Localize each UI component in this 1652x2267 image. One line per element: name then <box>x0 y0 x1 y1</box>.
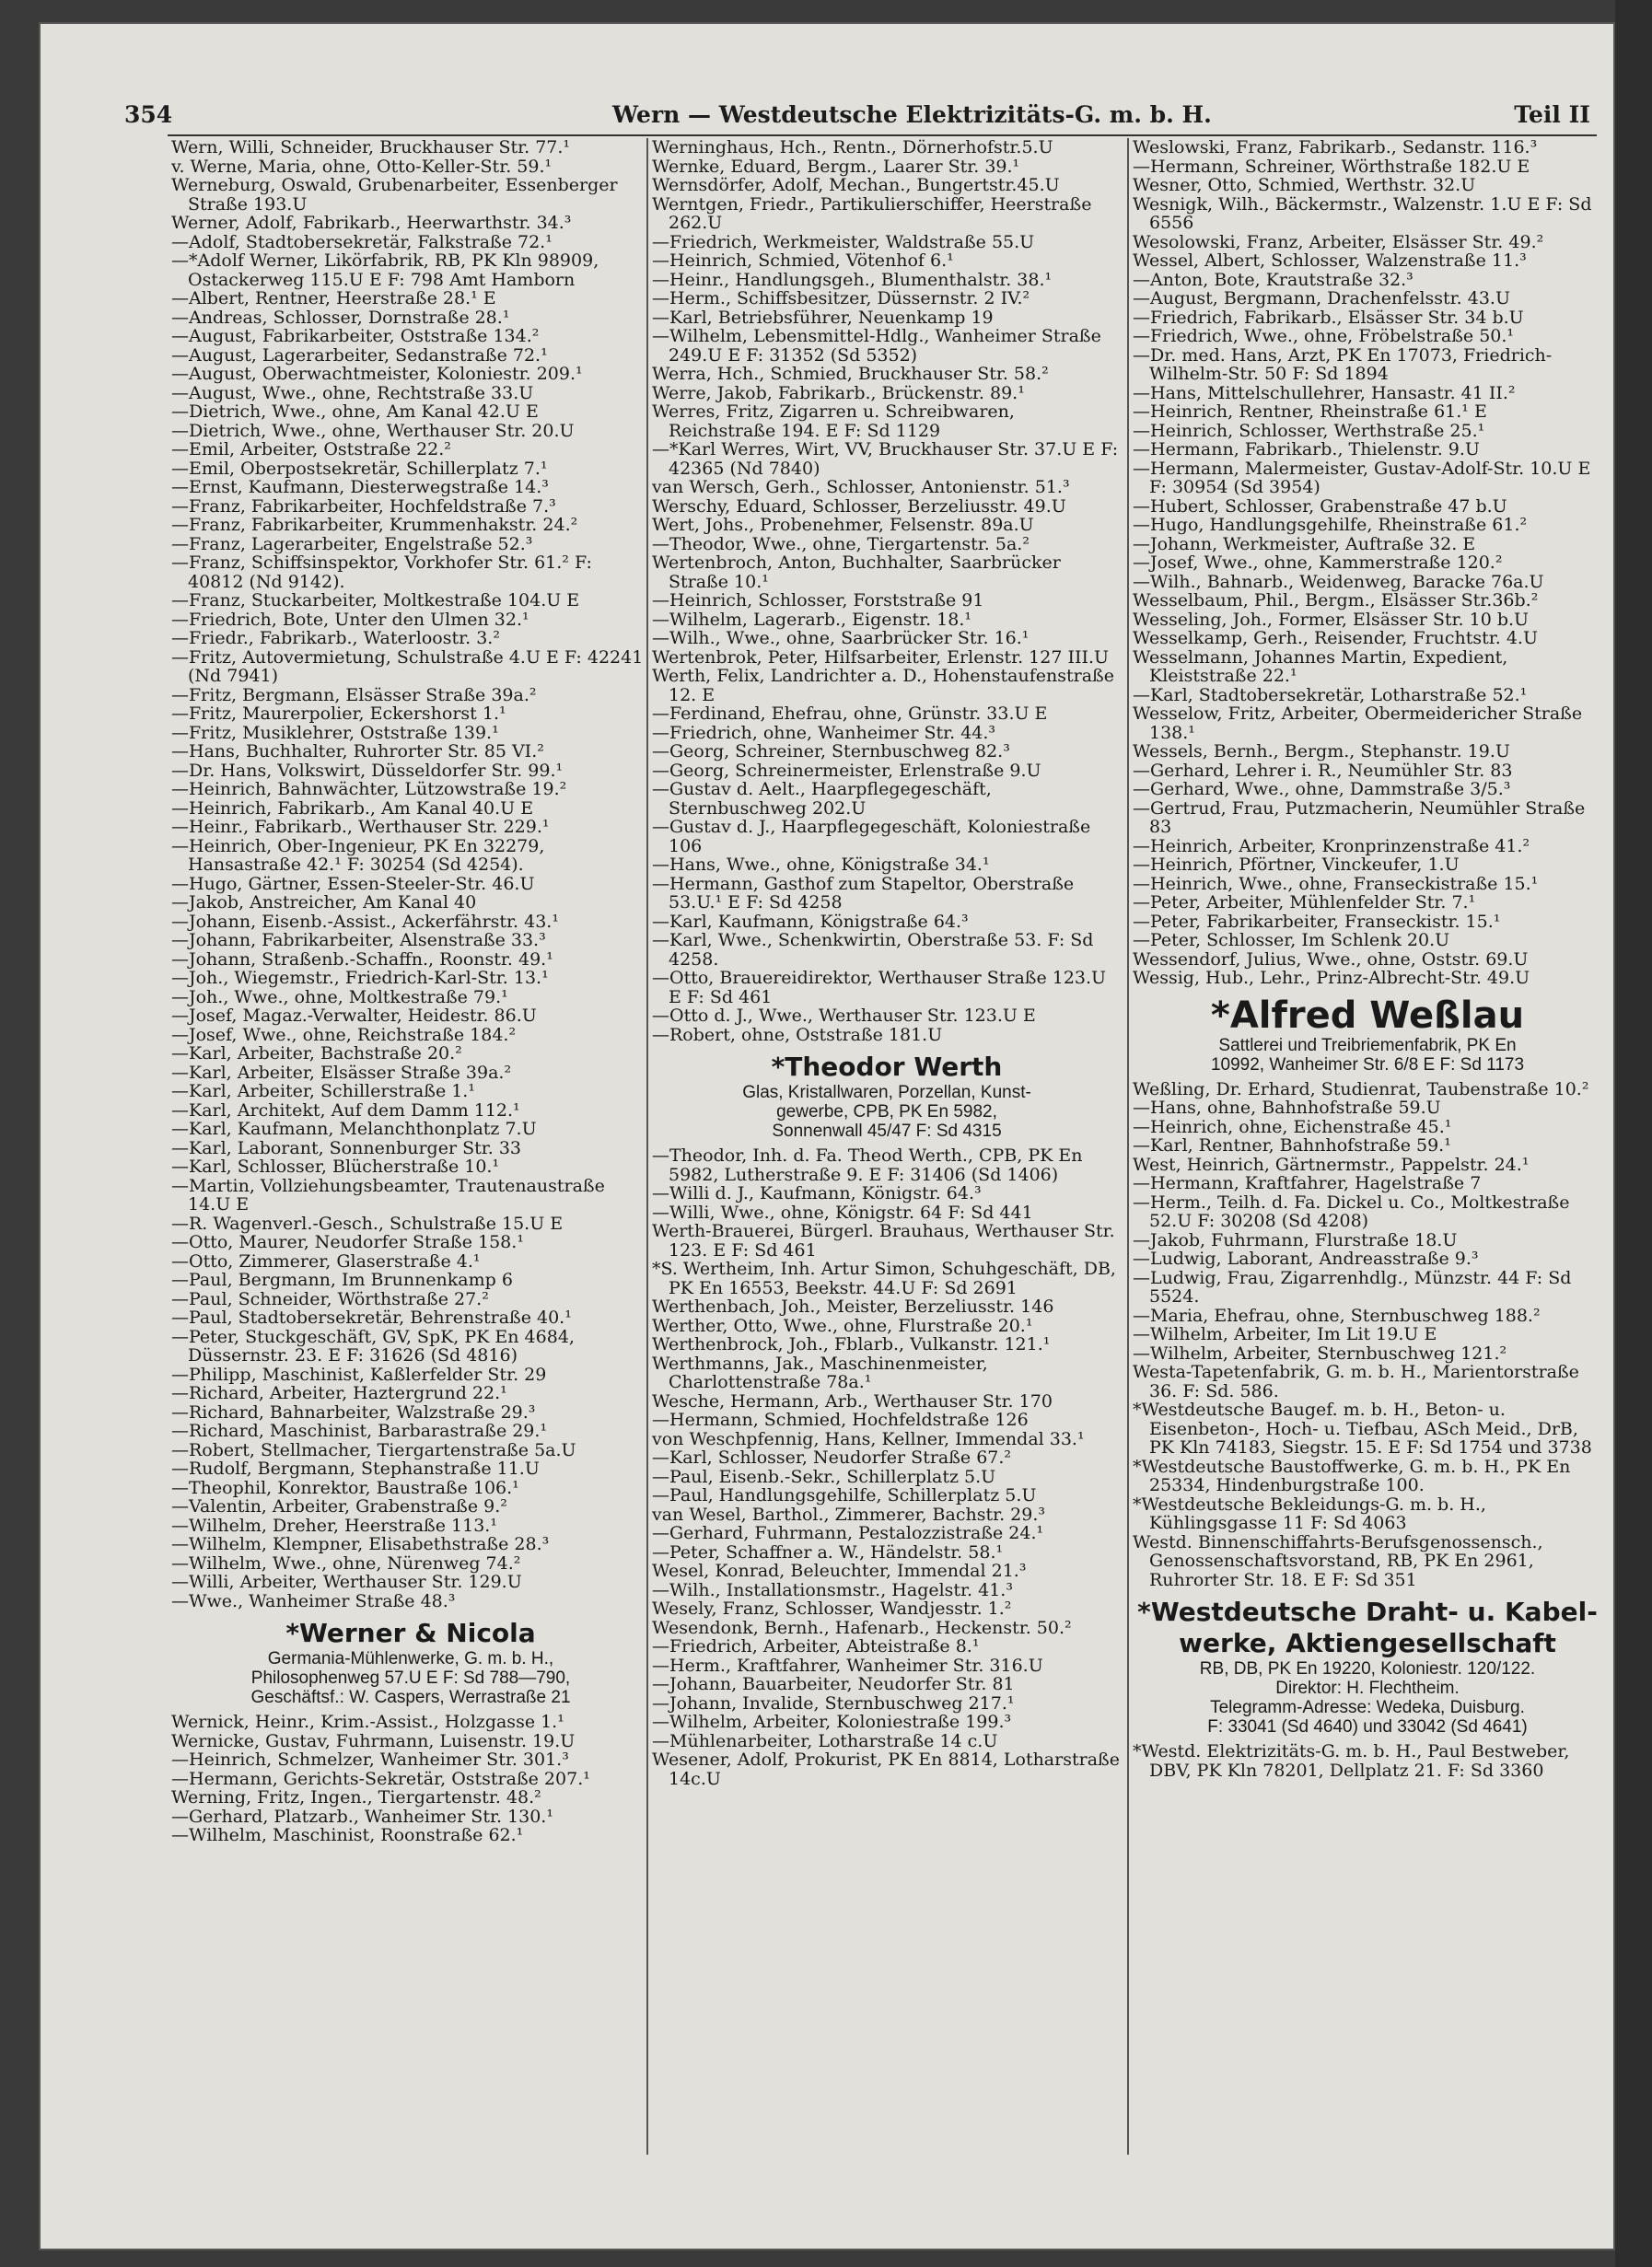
directory-entry: —Peter, Schlosser, Im Schlenk 20.U <box>1133 930 1450 950</box>
directory-entry: Werres, Fritz, Zigarren u. Schreibwaren, Reichstraße 194. E F: Sd 1129 <box>652 401 1015 441</box>
directory-entry: —Johann, Invalide, Sternbuschweg 217.¹ <box>652 1692 1015 1714</box>
directory-entry: —Johann, Straßenb.-Schaffn., Roonstr. 49.¹ <box>171 948 553 970</box>
directory-entry: —Fritz, Musiklehrer, Oststraße 139.¹ <box>171 722 499 743</box>
directory-entry: —Hermann, Schmied, Hochfeldstraße 126 <box>652 1410 1029 1430</box>
advertisement-line: RB, DB, PK En 19220, Koloniestr. 120/122. <box>1199 1659 1536 1679</box>
directory-entry: —Hans, Mittelschullehrer, Hansastr. 41 II.² <box>1133 382 1516 403</box>
directory-entry: —Hans, Buchhalter, Ruhrorter Str. 85 VI.² <box>171 741 544 761</box>
directory-entry: *Westdeutsche Bekleidungs-G. m. b. H., Kühlingsgasse 11 F: Sd 4063 <box>1133 1494 1486 1533</box>
directory-entry: —Otto, Maurer, Neudorfer Straße 158.¹ <box>171 1232 524 1252</box>
directory-entry: —Heinrich, Schlosser, Werthstraße 25.¹ <box>1133 420 1485 441</box>
advertisement-line: Direktor: H. Flechtheim. <box>1275 1679 1460 1698</box>
directory-entry: —Adolf, Stadtobersekretär, Falkstraße 72.¹ <box>171 231 553 252</box>
directory-entry: —Franz, Lagerarbeiter, Engelstraße 52.³ <box>171 533 533 554</box>
directory-entry: —Theodor, Inh. d. Fa. Theod Werth., CPB, PK En 5982, Lutherstraße 9. E F: 31406 (Sd 1406) <box>652 1145 1083 1185</box>
directory-entry: Wesner, Otto, Schmied, Werthstr. 32.U <box>1133 175 1476 195</box>
directory-entry: Werninghaus, Hch., Rentn., Dörnerhofstr.5.U <box>652 138 1053 157</box>
directory-entry: —Heinr., Fabrikarb., Werthauser Str. 229.¹ <box>171 817 550 837</box>
directory-entry: —Wilhelm, Dreher, Heerstraße 113.¹ <box>171 1515 497 1536</box>
directory-entry: Westa-Tapetenfabrik, G. m. b. H., Marientorstraße 36. F: Sd. 586. <box>1133 1362 1579 1401</box>
directory-entry: —Hermann, Fabrikarb., Thielenstr. 9.U <box>1133 439 1480 459</box>
directory-entry: —Hans, Wwe., ohne, Königstraße 34.¹ <box>652 854 990 875</box>
directory-entry: —Richard, Arbeiter, Haztergrund 22.¹ <box>171 1383 507 1403</box>
header-rule <box>168 134 1597 136</box>
directory-entry: —Rudolf, Bergmann, Stephanstraße 11.U <box>171 1459 540 1479</box>
directory-entry: —Ludwig, Frau, Zigarrenhdlg., Münzstr. 44 F: Sd 5524. <box>1133 1267 1572 1307</box>
directory-entry: Wesolowski, Franz, Arbeiter, Elsässer Str. 49.² <box>1133 231 1544 252</box>
advertisement-line: F: 33041 (Sd 4640) und 33042 (Sd 4641) <box>1207 1717 1528 1737</box>
directory-entry: —Johann, Bauarbeiter, Neudorfer Str. 81 <box>652 1674 1015 1694</box>
column-3 <box>1133 138 1602 2155</box>
directory-entry: —Andreas, Schlosser, Dornstraße 28.¹ <box>171 307 510 328</box>
directory-entry: —Valentin, Arbeiter, Grabenstraße 9.² <box>171 1496 507 1517</box>
directory-entry: —Wilhelm, Lebensmittel-Hdlg., Wanheimer Straße 249.U E F: 31352 (Sd 5352) <box>652 326 1101 366</box>
directory-entry: —Willi, Wwe., ohne, Königstr. 64 F: Sd 441 <box>652 1202 1033 1223</box>
directory-entry: —Paul, Handlungsgehilfe, Schillerplatz 5.U <box>652 1485 1037 1506</box>
directory-entry: —Georg, Schreinermeister, Erlenstraße 9.U <box>652 760 1041 781</box>
directory-entry: —Franz, Schiffsinspektor, Vorkhofer Str. 61.² F: 40812 (Nd 9142). <box>171 552 592 592</box>
advertisement-title: *Theodor Werth <box>771 1052 1003 1082</box>
directory-entry: —Johann, Fabrikarbeiter, Alsenstraße 33.³ <box>171 930 546 950</box>
directory-entry: —Wilhelm, Maschinist, Roonstraße 62.¹ <box>171 1825 524 1845</box>
directory-entry: —Paul, Stadtobersekretär, Behrenstraße 40.¹ <box>171 1308 572 1328</box>
advertisement-title: werke, Aktiengesellschaft <box>1179 1628 1556 1658</box>
directory-entry: —Richard, Bahnarbeiter, Walzstraße 29.³ <box>171 1401 536 1423</box>
directory-entry: —Gerhard, Lehrer i. R., Neumühler Str. 83 <box>1133 760 1513 781</box>
directory-entry: Wertenbroch, Anton, Buchhalter, Saarbrücker Straße 10.¹ <box>652 552 1061 592</box>
directory-entry: —Albert, Rentner, Heerstraße 28.¹ E <box>171 288 496 308</box>
directory-entry: Wessig, Hub., Lehr., Prinz-Albrecht-Str. 49.U <box>1133 968 1530 988</box>
advertisement-line: Germania-Mühlenwerke, G. m. b. H., <box>267 1649 554 1668</box>
directory-entry: Wern, Willi, Schneider, Bruckhauser Str. 77.¹ <box>171 138 571 157</box>
directory-entry: —August, Wwe., ohne, Rechtstraße 33.U <box>171 382 534 403</box>
directory-entry: —Wilhelm, Wwe., ohne, Nürenweg 74.² <box>171 1552 521 1574</box>
directory-entry: West, Heinrich, Gärtnermstr., Pappelstr. 24.¹ <box>1133 1154 1530 1175</box>
directory-entry: —Franz, Stuckarbeiter, Moltkestraße 104.U E <box>171 590 580 610</box>
directory-entry: Wernsdörfer, Adolf, Mechan., Bungertstr.45.U <box>652 175 1060 195</box>
directory-entry: —Robert, ohne, Oststraße 181.U <box>652 1024 943 1045</box>
directory-entry: —Heinrich, Fabrikarb., Am Kanal 40.U E <box>171 797 534 819</box>
directory-entry: Wesselmann, Johannes Martin, Expedient, Kleiststraße 22.¹ <box>1133 646 1508 686</box>
advertisement-line: Sattlerei und Treibriemenfabrik, PK En <box>1218 1035 1517 1055</box>
directory-entry: *Westdeutsche Baugef. m. b. H., Beton- u. Eisenbeton-, Hoch- u. Tiefbau, ASch Meid., DrB, PK Kln 74183, Siegstr. 15. E F: Sd 1754 und 3738 <box>1133 1400 1592 1458</box>
advertisement-box <box>171 1618 650 1707</box>
directory-entry: —Karl, Wwe., Schenkwirtin, Oberstraße 53. F: Sd 4258. <box>652 930 1094 970</box>
advertisement-title: *Alfred Weßlau <box>1210 994 1525 1037</box>
directory-entry: —Jakob, Anstreicher, Am Kanal 40 <box>171 892 477 913</box>
directory-entry: —Karl, Arbeiter, Schillerstraße 1.¹ <box>171 1081 475 1101</box>
directory-entry: —Karl, Kaufmann, Melanchthonplatz 7.U <box>171 1119 537 1139</box>
directory-entry: —Josef, Wwe., ohne, Reichstraße 184.² <box>171 1024 517 1045</box>
directory-entry: van Wersch, Gerh., Schlosser, Antonienstr. 51.³ <box>652 477 1070 497</box>
running-title: Wern — Westdeutsche Elektrizitäts-G. m. b. H. <box>612 101 1212 128</box>
advertisement-box <box>1133 1597 1602 1737</box>
directory-entry: —Willi, Arbeiter, Werthauser Str. 129.U <box>171 1572 522 1592</box>
directory-entry: —Friedrich, Wwe., ohne, Fröbelstraße 50.¹ <box>1133 326 1515 346</box>
directory-entry: —Heinrich, Schmied, Vötenhof 6.¹ <box>652 250 954 271</box>
directory-entry: —Peter, Stuckgeschäft, GV, SpK, PK En 4684, Düssernstr. 23. E F: 31626 (Sd 4816) <box>171 1326 575 1366</box>
directory-entry: Werra, Hch., Schmied, Bruckhauser Str. 58.² <box>652 364 1049 384</box>
directory-entry: v. Werne, Maria, ohne, Otto-Keller-Str. 59.¹ <box>171 156 553 177</box>
directory-entry: —Hubert, Schlosser, Grabenstraße 47 b.U <box>1133 495 1507 517</box>
directory-entry: —Peter, Schaffner a. W., Händelstr. 58.¹ <box>652 1541 1004 1563</box>
column-2 <box>652 138 1122 2155</box>
directory-entry: —Otto d. J., Wwe., Werthauser Str. 123.U E <box>652 1006 1036 1026</box>
directory-entry: —Gerhard, Platzarb., Wanheimer Str. 130.¹ <box>171 1806 553 1827</box>
directory-entry: —Johann, Eisenb.-Assist., Ackerfährstr. 43.¹ <box>171 911 559 932</box>
directory-entry: —Dietrich, Wwe., ohne, Werthauser Str. 20.U <box>171 420 575 441</box>
advertisement-box <box>652 1052 1122 1141</box>
directory-entry: —Gerhard, Wwe., ohne, Dammstraße 3/5.³ <box>1133 779 1511 799</box>
directory-entry: —Anton, Bote, Krautstraße 32.³ <box>1133 269 1414 290</box>
directory-entry: Wessendorf, Julius, Wwe., ohne, Oststr. 69.U <box>1133 948 1529 970</box>
directory-entry: —Paul, Eisenb.-Sekr., Schillerplatz 5.U <box>652 1466 996 1487</box>
directory-entry: Wesselkamp, Gerh., Reisender, Fruchtstr. 4.U <box>1133 628 1538 648</box>
column-1 <box>171 138 650 2155</box>
advertisement-line: Glas, Kristallwaren, Porzellan, Kunst- <box>742 1083 1031 1102</box>
directory-entry: —Ludwig, Laborant, Andreasstraße 9.³ <box>1133 1249 1479 1269</box>
directory-entry: Werner, Adolf, Fabrikarb., Heerwarthstr. 34.³ <box>171 213 572 233</box>
directory-entry: Weßling, Dr. Erhard, Studienrat, Taubenstraße 10.² <box>1133 1078 1589 1099</box>
directory-entry: —Ferdinand, Ehefrau, ohne, Grünstr. 33.U E <box>652 703 1048 724</box>
directory-entry: —Gustav d. J., Haarpflegegeschäft, Koloniestraße 106 <box>652 817 1091 856</box>
directory-entry: —Joh., Wwe., ohne, Moltkestraße 79.¹ <box>171 986 508 1007</box>
directory-entry: Wesnigk, Wilh., Bäckermstr., Walzenstr. 1.U E F: Sd 6556 <box>1133 193 1592 233</box>
directory-entry: Werntgen, Friedr., Partikulierschiffer, Heerstraße 262.U <box>652 193 1092 233</box>
directory-entry: —Otto, Brauereidirektor, Werthauser Straße 123.U E F: Sd 461 <box>652 968 1107 1007</box>
directory-entry: —*Adolf Werner, Likörfabrik, RB, PK Kln 98909, Ostackerweg 115.U E F: 798 Amt Hamborn <box>171 250 599 290</box>
directory-entry: Wernick, Heinr., Krim.-Assist., Holzgasse 1.¹ <box>171 1712 564 1732</box>
directory-entry: —Herm., Teilh. d. Fa. Dickel u. Co., Moltkestraße 52.U F: 30208 (Sd 4208) <box>1133 1192 1570 1231</box>
directory-entry: —Peter, Arbeiter, Mühlenfelder Str. 7.¹ <box>1133 892 1476 913</box>
directory-entry: —Paul, Bergmann, Im Brunnenkamp 6 <box>171 1270 513 1290</box>
directory-entry: —Hermann, Gerichts-Sekretär, Oststraße 207.¹ <box>171 1768 590 1789</box>
directory-entry: —Karl, Arbeiter, Elsässer Straße 39a.² <box>171 1062 512 1083</box>
directory-entry: —Hermann, Malermeister, Gustav-Adolf-Str. 10.U E F: 30954 (Sd 3954) <box>1133 458 1591 497</box>
directory-entry: Wessels, Bernh., Bergm., Stephanstr. 19.U <box>1133 741 1510 761</box>
directory-entry: Wesseling, Joh., Former, Elsässer Str. 10 b.U <box>1133 609 1530 630</box>
directory-entry: —Dr. Hans, Volkswirt, Düsseldorfer Str. 99.¹ <box>171 760 564 781</box>
directory-entry: —Wilh., Installationsmstr., Hagelstr. 41.³ <box>652 1579 1013 1600</box>
directory-entry: —Jakob, Fuhrmann, Flurstraße 18.U <box>1133 1229 1458 1250</box>
advertisement-title: *Werner & Nicola <box>285 1618 536 1648</box>
directory-entry: Werthenbrock, Joh., Fblarb., Vulkanstr. 121.¹ <box>652 1334 1051 1354</box>
directory-entry: —*Karl Werres, Wirt, VV, Bruckhauser Str. 37.U E F: 42365 (Nd 7840) <box>652 439 1119 479</box>
directory-entry: Wesselbaum, Phil., Bergm., Elsässer Str.36b.² <box>1133 590 1539 610</box>
directory-entry: —Martin, Vollziehungsbeamter, Trautenaustraße 14.U E <box>171 1175 605 1215</box>
directory-entry: —Wwe., Wanheimer Straße 48.³ <box>171 1590 456 1611</box>
directory-entry: —Wilhelm, Arbeiter, Sternbuschweg 121.² <box>1133 1343 1507 1364</box>
directory-entry: —Dietrich, Wwe., ohne, Am Kanal 42.U E <box>171 401 539 422</box>
directory-entry: —Karl, Kaufmann, Königstraße 64.³ <box>652 911 969 932</box>
directory-entry: —Fritz, Bergmann, Elsässer Straße 39a.² <box>171 684 537 705</box>
advertisement-title: *Westdeutsche Draht- u. Kabel- <box>1137 1597 1598 1627</box>
directory-entry: —Joh., Wiegemstr., Friedrich-Karl-Str. 13.¹ <box>171 968 549 988</box>
directory-entry: Wessel, Albert, Schlosser, Walzenstraße 11.³ <box>1133 250 1527 271</box>
directory-entry: *Westd. Elektrizitäts-G. m. b. H., Paul Bestweber, DBV, PK Kln 78201, Dellplatz 21. F: Sd 3360 <box>1133 1741 1570 1781</box>
directory-entry: —August, Fabrikarbeiter, Oststraße 134.² <box>171 326 540 346</box>
advertisement-line: 10992, Wanheimer Str. 6/8 E F: Sd 1173 <box>1210 1054 1525 1075</box>
directory-entry: —Philipp, Maschinist, Kaßlerfelder Str. 29 <box>171 1364 547 1385</box>
directory-entry: —Willi d. J., Kaufmann, Königstr. 64.³ <box>652 1183 982 1203</box>
directory-entry: —Hugo, Handlungsgehilfe, Rheinstraße 61.² <box>1133 515 1528 535</box>
directory-entry: —August, Oberwachtmeister, Koloniestr. 209.¹ <box>171 364 583 384</box>
advertisement-line: Philosophenweg 57.U E F: Sd 788—790, <box>250 1668 571 1688</box>
page-number: 354 <box>124 101 173 128</box>
directory-entry: —Gustav d. Aelt., Haarpflegegeschäft, Sternbuschweg 202.U <box>652 779 992 819</box>
directory-entry: —Hermann, Kraftfahrer, Hagelstraße 7 <box>1133 1173 1482 1193</box>
part-label: Teil II <box>1514 101 1590 128</box>
directory-entry: Werther, Otto, Wwe., ohne, Flurstraße 20.¹ <box>652 1315 1033 1336</box>
directory-entry: —Mühlenarbeiter, Lotharstraße 14 c.U <box>652 1730 998 1751</box>
advertisement-line: gewerbe, CPB, PK En 5982, <box>776 1102 997 1122</box>
directory-entry: —Emil, Arbeiter, Oststraße 22.² <box>171 439 451 459</box>
directory-entry: —Heinrich, ohne, Eichenstraße 45.¹ <box>1133 1116 1452 1137</box>
directory-entry: —Hermann, Gasthof zum Stapeltor, Oberstraße 53.U.¹ E F: Sd 4258 <box>652 873 1075 913</box>
directory-entry: Werthenbach, Joh., Meister, Berzeliusstr. 146 <box>652 1296 1054 1317</box>
directory-entry: Werth, Felix, Landrichter a. D., Hohenstaufenstraße 12. E <box>652 666 1114 705</box>
directory-entry: —Karl, Rentner, Bahnhofstraße 59.¹ <box>1133 1135 1451 1156</box>
directory-entry: —Wilhelm, Klempner, Elisabethstraße 28.³ <box>171 1534 550 1554</box>
directory-entry: —Wilh., Wwe., ohne, Saarbrücker Str. 16.¹ <box>652 628 1030 648</box>
directory-entry: —Fritz, Autovermietung, Schulstraße 4.U E F: 42241 (Nd 7941) <box>171 646 644 686</box>
directory-entry: —Josef, Magaz.-Verwalter, Heidestr. 86.U <box>171 1006 537 1026</box>
directory-entry: Werning, Fritz, Ingen., Tiergartenstr. 48.² <box>171 1787 541 1808</box>
directory-entry: —Heinrich, Schmelzer, Wanheimer Str. 301.³ <box>171 1750 569 1770</box>
directory-entry: —Josef, Wwe., ohne, Kammerstraße 120.² <box>1133 552 1503 573</box>
directory-entry: Weslowski, Franz, Fabrikarb., Sedanstr. 116.³ <box>1133 138 1538 157</box>
directory-entry: Wertenbrok, Peter, Hilfsarbeiter, Erlenstr. 127 III.U <box>652 646 1110 668</box>
directory-entry: —Heinrich, Arbeiter, Kronprinzenstraße 41.² <box>1133 835 1530 856</box>
directory-entry: —August, Bergmann, Drachenfelsstr. 43.U <box>1133 288 1510 308</box>
directory-entry: —Friedrich, Fabrikarb., Elsässer Str. 34 b.U <box>1133 307 1524 328</box>
directory-entry: —Franz, Fabrikarbeiter, Hochfeldstraße 7.³ <box>171 495 556 517</box>
directory-entry: —Karl, Arbeiter, Bachstraße 20.² <box>171 1043 462 1064</box>
directory-entry: —Karl, Architekt, Auf dem Damm 112.¹ <box>171 1099 520 1121</box>
directory-entry: —Heinrich, Wwe., ohne, Franseckistraße 15.¹ <box>1133 873 1539 894</box>
directory-entry: —Karl, Betriebsführer, Neuenkamp 19 <box>652 307 994 328</box>
directory-entry: —Herm., Schiffsbesitzer, Düssernstr. 2 IV.² <box>652 288 1030 308</box>
directory-entry: Wert, Johs., Probenehmer, Felsenstr. 89a.U <box>652 515 1034 535</box>
directory-entry: *S. Wertheim, Inh. Artur Simon, Schuhgeschäft, DB, PK En 16553, Beekstr. 44.U F: Sd 2691 <box>652 1259 1116 1298</box>
directory-entry: *Westdeutsche Baustoffwerke, G. m. b. H., PK En 25334, Hindenburgstraße 100. <box>1133 1456 1571 1495</box>
directory-entry: —Hugo, Gärtner, Essen-Steeler-Str. 46.U <box>171 873 535 894</box>
directory-entry: —Dr. med. Hans, Arzt, PK En 17073, Friedrich-Wilhelm-Str. 50 F: Sd 1894 <box>1133 344 1553 384</box>
directory-entry: —Wilh., Bahnarb., Weidenweg, Baracke 76a.U <box>1133 571 1544 592</box>
directory-entry: Wesener, Adolf, Prokurist, PK En 8814, Lotharstraße 14c.U <box>652 1750 1120 1789</box>
directory-entry: —Peter, Fabrikarbeiter, Franseckistr. 15.¹ <box>1133 911 1501 932</box>
directory-entry: —Heinr., Handlungsgeh., Blumenthalstr. 38.¹ <box>652 269 1053 290</box>
directory-entry: —Hans, ohne, Bahnhofstraße 59.U <box>1133 1098 1441 1118</box>
directory-entry: —Friedr., Fabrikarb., Waterloostr. 3.² <box>171 628 500 648</box>
directory-entry: —Karl, Schlosser, Neudorfer Straße 67.² <box>652 1447 1012 1468</box>
directory-entry: Westd. Binnenschiffahrts-Berufsgenossensch., Genossenschaftsvorstand, RB, PK En 2961, Ruhrorter Str. 18. E F: Sd 351 <box>1133 1531 1543 1590</box>
directory-entry: —Karl, Schlosser, Blücherstraße 10.¹ <box>171 1157 500 1177</box>
directory-entry: —Wilhelm, Arbeiter, Im Lit 19.U E <box>1133 1324 1437 1344</box>
directory-entry: —Emil, Oberpostsekretär, Schillerplatz 7.¹ <box>171 458 548 479</box>
directory-entry: —Theodor, Wwe., ohne, Tiergartenstr. 5a.² <box>652 533 1030 554</box>
directory-entry: —Heinrich, Bahnwächter, Lützowstraße 19.² <box>171 779 567 799</box>
directory-entry: —Friedrich, Bote, Unter den Ulmen 32.¹ <box>171 609 529 630</box>
advertisement-line: Telegramm-Adresse: Wedeka, Duisburg. <box>1210 1698 1525 1717</box>
advertisement-line: Sonnenwall 45/47 F: Sd 4315 <box>772 1122 1002 1141</box>
directory-entry: —Franz, Fabrikarbeiter, Krummenhakstr. 24.² <box>171 515 578 535</box>
column-divider <box>1127 138 1129 2155</box>
advertisement-box <box>1133 995 1602 1075</box>
directory-entry: —August, Lagerarbeiter, Sedanstraße 72.¹ <box>171 344 548 366</box>
directory-entry: Wesel, Konrad, Beleuchter, Immendal 21.³ <box>652 1561 1027 1581</box>
directory-entry: —Wilhelm, Lagerarb., Eigenstr. 18.¹ <box>652 609 972 630</box>
directory-entry: —R. Wagenverl.-Gesch., Schulstraße 15.U E <box>171 1213 564 1234</box>
advertisement-line: Geschäftsf.: W. Caspers, Werrastraße 21 <box>250 1688 571 1707</box>
directory-entry: Werthmanns, Jak., Maschinenmeister, Charlottenstraße 78a.¹ <box>652 1353 988 1392</box>
directory-entry: —Georg, Schreiner, Sternbuschweg 82.³ <box>652 741 1010 761</box>
directory-entry: Wesely, Franz, Schlosser, Wandjesstr. 1.² <box>652 1599 1012 1619</box>
directory-entry: —Fritz, Maurerpolier, Eckershorst 1.¹ <box>171 703 506 724</box>
directory-entry: —Richard, Maschinist, Barbarastraße 29.¹ <box>171 1421 548 1441</box>
page-header <box>124 101 1598 136</box>
directory-entry: —Wilhelm, Arbeiter, Koloniestraße 199.³ <box>652 1712 1012 1732</box>
directory-entry: —Heinrich, Rentner, Rheinstraße 61.¹ E <box>1133 401 1487 422</box>
directory-entry: Werschy, Eduard, Schlosser, Berzeliusstr. 49.U <box>652 495 1066 517</box>
directory-entry: Werth-Brauerei, Bürgerl. Brauhaus, Werthauser Str. 123. E F: Sd 461 <box>652 1221 1115 1261</box>
directory-entry: Wesselow, Fritz, Arbeiter, Obermeidericher Straße 138.¹ <box>1133 703 1583 743</box>
directory-entry: —Theophil, Konrektor, Baustraße 106.¹ <box>171 1477 519 1498</box>
directory-entry: —Herm., Kraftfahrer, Wanheimer Str. 316.U <box>652 1655 1043 1676</box>
directory-entry: —Heinrich, Schlosser, Forststraße 91 <box>652 590 984 610</box>
directory-entry: —Karl, Stadtobersekretär, Lotharstraße 52.¹ <box>1133 684 1528 705</box>
column-divider <box>646 138 648 2155</box>
directory-entry: —Hermann, Schreiner, Wörthstraße 182.U E <box>1133 156 1530 177</box>
directory-entry: —Robert, Stellmacher, Tiergartenstraße 5a.U <box>171 1439 576 1460</box>
scan-edge <box>1615 0 1652 2267</box>
directory-entry: Wernicke, Gustav, Fuhrmann, Luisenstr. 19.U <box>171 1730 576 1751</box>
directory-entry: —Friedrich, Werkmeister, Waldstraße 55.U <box>652 231 1035 252</box>
directory-entry: —Heinrich, Pförtner, Vinckeufer, 1.U <box>1133 854 1460 875</box>
directory-entry: —Paul, Schneider, Wörthstraße 27.² <box>171 1288 489 1309</box>
directory-entry: —Gerhard, Fuhrmann, Pestalozzistraße 24.¹ <box>652 1523 1044 1543</box>
directory-entry: —Friedrich, Arbeiter, Abteistraße 8.¹ <box>652 1636 980 1657</box>
directory-entry: Werre, Jakob, Fabrikarb., Brückenstr. 89.¹ <box>652 382 1025 403</box>
directory-entry: van Wesel, Barthol., Zimmerer, Bachstr. 29.³ <box>652 1504 1046 1525</box>
directory-entry: von Weschpfennig, Hans, Kellner, Immendal 33.¹ <box>652 1428 1085 1449</box>
directory-entry: —Otto, Zimmerer, Glaserstraße 4.¹ <box>171 1250 481 1272</box>
directory-entry: Wesche, Hermann, Arb., Werthauser Str. 170 <box>652 1390 1053 1412</box>
directory-entry: —Heinrich, Ober-Ingenieur, PK En 32279, Hansastraße 42.¹ F: 30254 (Sd 4254). <box>171 835 545 875</box>
directory-entry: —Johann, Werkmeister, Auftraße 32. E <box>1133 533 1476 554</box>
directory-entry: —Ernst, Kaufmann, Diesterwegstraße 14.³ <box>171 477 549 497</box>
directory-entry: —Friedrich, ohne, Wanheimer Str. 44.³ <box>652 722 996 743</box>
directory-entry: —Gertrud, Frau, Putzmacherin, Neumühler Straße 83 <box>1133 797 1586 837</box>
directory-entry: —Karl, Laborant, Sonnenburger Str. 33 <box>171 1137 521 1158</box>
directory-entry: Wernke, Eduard, Bergm., Laarer Str. 39.¹ <box>652 156 1020 177</box>
directory-entry: Wesendonk, Bernh., Hafenarb., Heckenstr. 50.² <box>652 1617 1072 1638</box>
directory-entry: Werneburg, Oswald, Grubenarbeiter, Essenberger Straße 193.U <box>171 175 618 215</box>
directory-entry: —Maria, Ehefrau, ohne, Sternbuschweg 188.² <box>1133 1305 1541 1326</box>
